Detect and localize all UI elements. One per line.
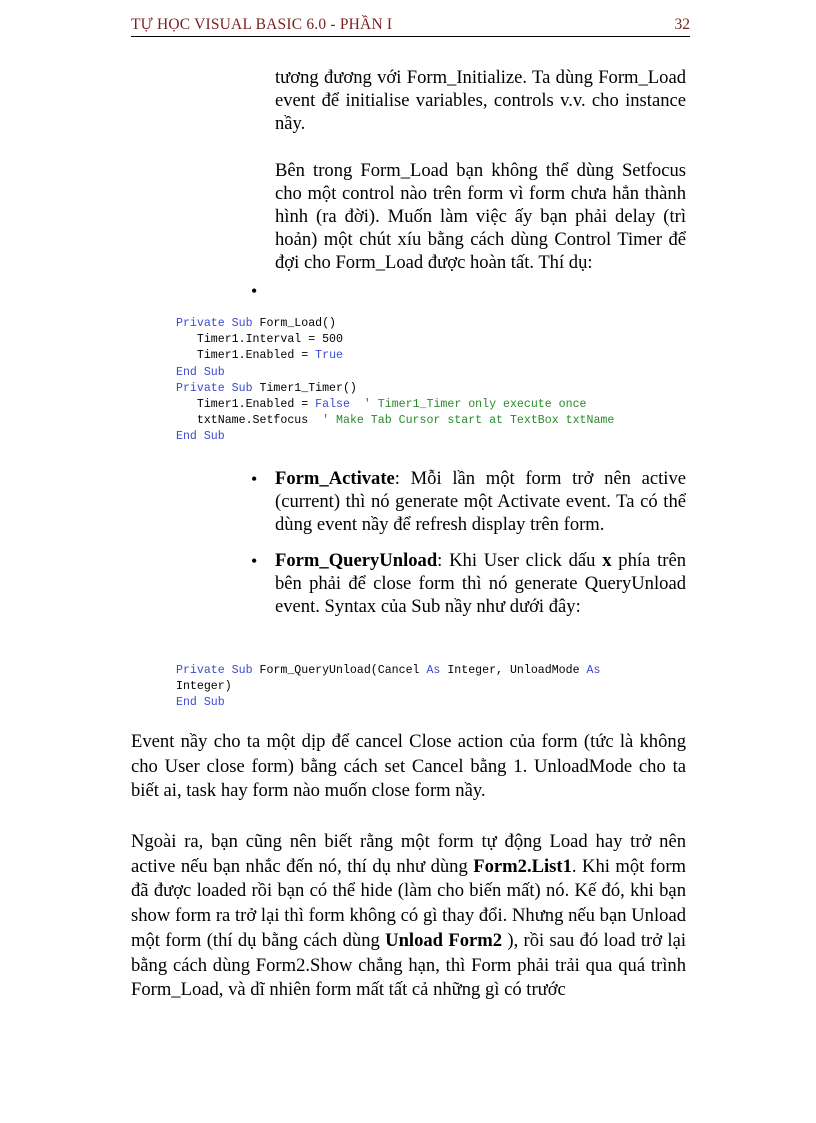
- paragraph-form-load-intro: tương đương với Form_Initialize. Ta dùng Form_Load event để initialise variables, controls v.v. cho instance nầy.: [275, 67, 686, 134]
- empty-bullet: •: [251, 281, 258, 301]
- bullet-activate: •: [251, 469, 258, 489]
- page-number: 32: [674, 16, 690, 33]
- page-header: [131, 14, 690, 37]
- term-form-activate: Form_Activate: [275, 468, 395, 489]
- paragraph-form-activate: Form_Activate: Mỗi lần một form trở nên active (current) thì nó generate một Activate event. Ta có thể dùng event nầy để refresh display trên form.: [275, 468, 686, 535]
- term-form-queryunload: Form_QueryUnload: [275, 550, 438, 571]
- bullet-queryunload: •: [251, 551, 258, 571]
- code-block-form-load: Private Sub Form_Load() Timer1.Interval = 500 Timer1.Enabled = True End Sub Private Sub Timer1_Timer() Timer1.Enabled = False ' Timer1_Timer only execute once txtName.Setfocus ' Make Tab Cursor start at TextBox txtName End Sub: [176, 317, 615, 444]
- header-title: TỰ HỌC VISUAL BASIC 6.0 - PHẦN I: [131, 16, 393, 33]
- code-block-queryunload: Private Sub Form_QueryUnload(Cancel As Integer, UnloadMode As Integer) End Sub: [176, 664, 601, 710]
- paragraph-event-cancel: Event nầy cho ta một dịp để cancel Close action của form (tức là không cho User close form) bằng cách set Cancel bằng 1. UnloadMode cho ta biết ai, task hay form nào muốn close form nầy.: [131, 731, 686, 802]
- paragraph-form-queryunload: Form_QueryUnload: Khi User click dấu x phía trên bên phải để close form thì nó generate QueryUnload event. Syntax của Sub nầy như dưới đây:: [275, 550, 686, 617]
- paragraph-form-auto-load: Ngoài ra, bạn cũng nên biết rằng một form tự động Load hay trở nên active nếu bạn nhắc đến nó, thí dụ như dùng Form2.List1. Khi một form đã được loaded rồi bạn có thể hide (làm cho biến mất) nó. Kế đó, khi bạn show form ra trở lại thì form không có gì thay đổi. Nhưng nếu bạn Unload một form (thí dụ bằng cách dùng Unload Form2 ), rồi sau đó load trở lại bằng cách dùng Form2.Show chẳng hạn, thì Form phải trải qua quá trình Form_Load, và dĩ nhiên form mất tất cả những gì có trước: [131, 831, 686, 1001]
- paragraph-setfocus-note: Bên trong Form_Load bạn không thể dùng Setfocus cho một control nào trên form vì form chưa hẳn thành hình (ra đời). Muốn làm việc ấy bạn phải delay (trì hoản) một chút xíu bằng cách dùng Control Timer để đợi cho Form_Load được hoàn tất. Thí dụ:: [275, 160, 686, 273]
